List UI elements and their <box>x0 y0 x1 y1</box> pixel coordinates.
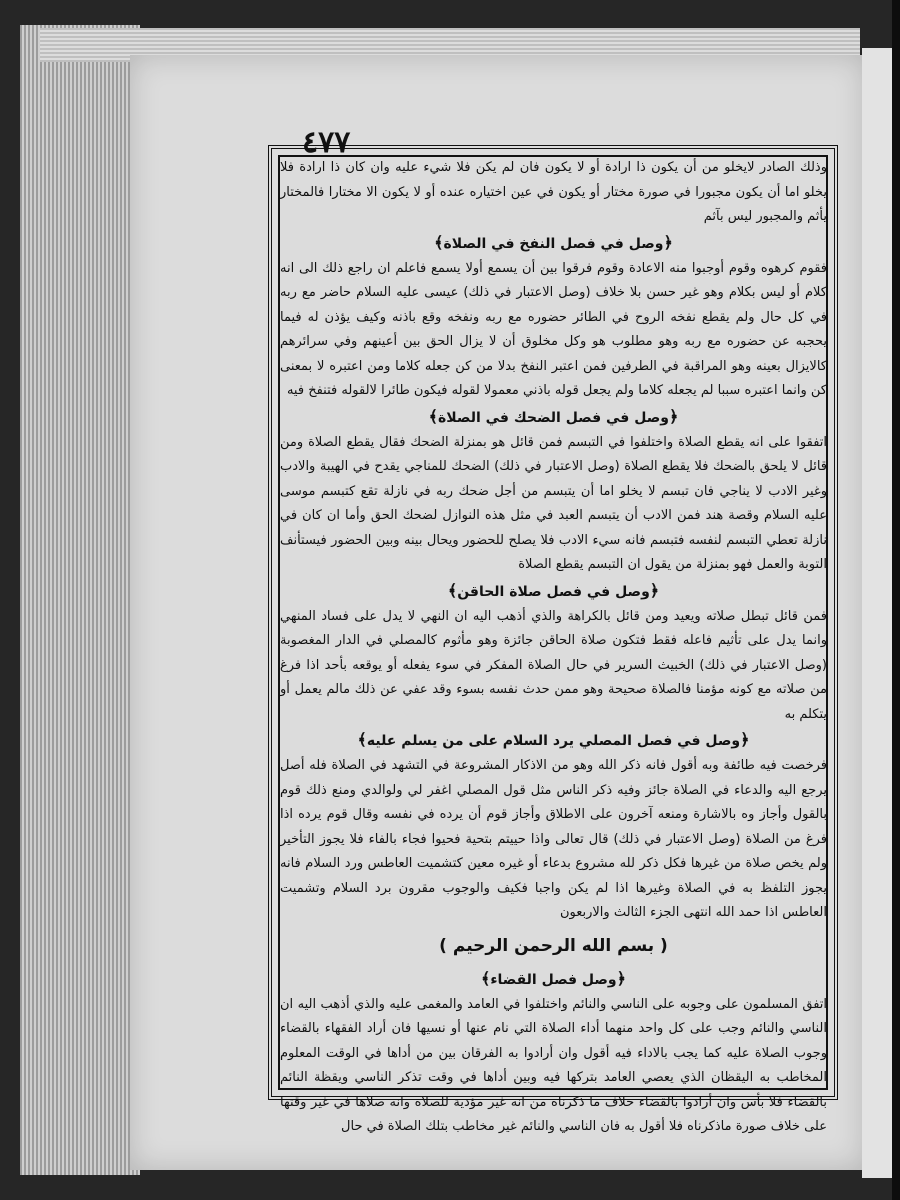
section-heading <box>280 230 827 257</box>
heading-ornament-right: ﴿ <box>668 406 679 426</box>
heading-ornament-left: ﴾ <box>428 406 439 426</box>
heading-ornament-right: ﴿ <box>616 968 627 988</box>
paragraph: فقوم كرهوه وقوم أوجبوا منه الاعادة وقوم فرقوا بين أن يسمع أولا يسمع فاعلم ان راجع ذلك الى انه كلام أو ليس بكلام وهو غير حسن بلا خلاف (وصل الاعتبار في ذلك) عيسى عليه السلام حاضر مع ربه في كل حال ولم يقطع نفخه الروح في الطائر حضوره مع ربه ونفخه وقع باذنه وكيف يؤذن له فيما يحجبه عن حضوره مع ربه وهو مطلوب هو وكل مخلوق أن لا يزال الحق بين أعينهم وفي سرائرهم كالايزال بعينه وهو المراقبة في الطرفين فمن اعتبر النفخ بدلا من كن جعله كلاما ومن اعتبره لا بمعنى كن وانما اعتبره سببا لم يجعله كلاما ولم يجعل قوله باذني معمولا لقوله فيكون طائرا لالقوله فتنفخ فيه <box>280 260 827 398</box>
heading-text: وصل في فصل صلاة الحاقن <box>457 583 650 600</box>
heading-text: وصل في فصل المصلي يرد السلام على من يسلم عليه <box>366 733 741 749</box>
basmala-paren-open: ( <box>654 935 668 956</box>
paragraph: فرخصت فيه طائفة وبه أقول فانه ذكر الله وهو من الاذكار المشروعة في التشهد في الصلاة فله أصل يرجع اليه والدعاء في الصلاة جائز وفيه ذكر الناس مثل قول المصلي اغفر لي ولوالدي ومنع ذلك قوم بالقول وأجاز وه بالاشارة ومنعه آخرون على الاطلاق وأجاز قوم أن يرده في نفسه وقال قوم يرده اذا فرغ من الصلاة (وصل الاعتبار في ذلك) قال تعالى واذا حييتم بتحية فحيوا فجاء بالفاء فلا يجوز التأخير ولم يخص صلاة من غيرها فكل ذكر لله مشروع بدعاء أو غيره معين كتشميت العاطس ورد السلام فانه يجوز التلفظ به في الصلاة وغيرها اذا لم يكن واجبا فكيف والوجوب مقرون برد السلام وتشميت العاطس اذا حمد الله انتهى الجزء الثالث والاربعون <box>280 758 827 920</box>
heading-ornament-right: ﴿ <box>649 580 660 600</box>
basmala-text: بسم الله الرحمن الرحيم <box>452 935 655 956</box>
page-number: ٤٧٧ <box>302 125 351 160</box>
heading-ornament-left: ﴾ <box>480 968 491 988</box>
heading-ornament-left: ﴾ <box>447 580 458 600</box>
basmala-paren-close: ) <box>439 935 453 956</box>
paragraph: اتفق المسلمون على وجوبه على الناسي والنائم واختلفوا في العامد والمغمى عليه والذي أذهب اليه ان الناسي والنائم وجب على كل واحد منهما أداء الصلاة التي نام عنها أو نسيها فان أراد الفقهاء بالقضاء وجوب الصلاة عليه كما يجب بالاداء فيه أقول وان أرادوا به الفرقان بين من أداها في الوقت المعلوم المخاطب به اليقظان الذي يعصي العامد بتركها فيه وبين أداها في وقت تذكر الناسي ويقظة النائم بالقضاء فلا بأس وان أرادوا بالقضاء خلاف ما ذكرناه من انه غير مؤدية للصلاة وانه صلاها في غير وقتها على خلاف صورة ماذكرناه فلا أقول به فان الناسي والنائم غير مخاطب بتلك الصلاة في حال <box>280 996 827 1134</box>
basmala <box>280 926 827 966</box>
heading-ornament-right: ﴿ <box>663 232 673 252</box>
section-heading <box>280 966 827 993</box>
paragraph: اتفقوا على انه يقطع الصلاة واختلفوا في التبسم فمن قائل هو بمنزلة الضحك فقال يقطع الصلاة ومن قائل لا يلحق بالضحك فلا يقطع الصلاة (وصل الاعتبار في ذلك) الضحك للمناجي يقدح في الهيبة والادب وغير الادب لا يناجي فان تبسم لا يخلو اما أن يتبسم من أجل ضحك ربه في نازلة تقع كتبسم موسى عليه السلام وقصة هند فمن الادب أن يتبسم العبد في مثل هذه النوازل لضحك الحق وأما ان كان في نازلة تعطي التبسم لنفسه فتبسم فانه سيء الادب فلا يصلح للحضور ويحال بينه وبين الحضور فيستأنف التوبة والعمل فهو بمنزلة من يقول ان التبسم يقطع الصلاة <box>280 434 827 572</box>
heading-ornament-left: ﴾ <box>357 730 367 749</box>
paragraph: وذلك الصادر لايخلو من أن يكون ذا ارادة أو لا يكون فان لم يكن فلا شيء عليه وان كان ذا ارادة فلا يخلو اما أن يكون مجبورا في صورة مختار أو يكون في عين اختياره عنده أو لا يكون الا مختارا فالمختار يأثم والمجبور ليس بآثم <box>280 160 827 224</box>
section-heading <box>280 727 827 754</box>
heading-ornament-left: ﴾ <box>434 232 444 252</box>
heading-text: وصل فصل القضاء <box>490 971 617 988</box>
heading-text: وصل في فصل النفخ في الصلاة <box>443 235 664 252</box>
heading-text: وصل في فصل الضحك في الصلاة <box>438 409 669 426</box>
paragraph: فمن قائل تبطل صلاته ويعيد ومن قائل بالكراهة والذي أذهب اليه ان النهي لا يدل على فساد المنهي وانما يدل على تأثيم فاعله فقط فتكون صلاة الحاقن جائزة وهو مأثوم كالمصلي في الدار المغصوبة (وصل الاعتبار في ذلك) الخبيث السرير في حال الصلاة المفكر في سوء يفعله أو يوقعه بأحد اذا فرغ من صلاته مع كونه مؤمنا فالصلاة صحيحة وهو ممن حدث نفسه بسوء وقد عفي عن ذلك مالم يعمل أو يتكلم به <box>280 608 827 722</box>
section-heading <box>280 404 827 431</box>
text-body <box>280 156 827 1134</box>
page-stack-edge <box>20 25 140 1175</box>
section-heading <box>280 578 827 605</box>
book-spine-shadow <box>892 0 900 1200</box>
heading-ornament-right: ﴿ <box>740 730 750 749</box>
